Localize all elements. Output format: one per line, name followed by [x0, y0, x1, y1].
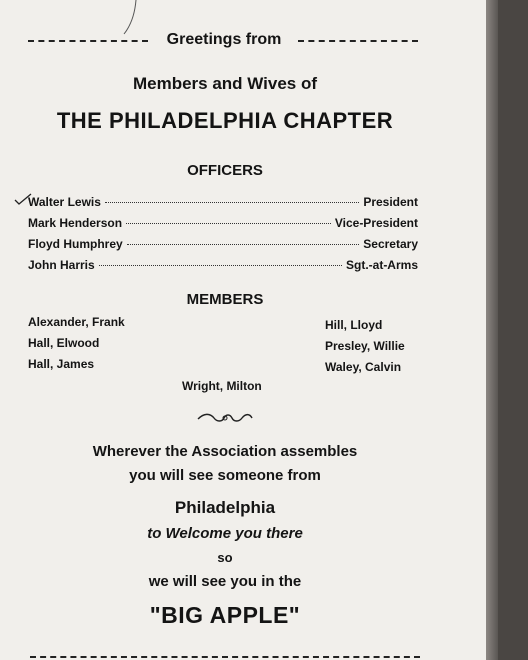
- officer-row: [28, 237, 418, 255]
- officer-row: [28, 258, 418, 276]
- officer-role: President: [363, 195, 418, 209]
- big-apple-title: "BIG APPLE": [149, 602, 301, 628]
- member-name: Wright, Milton: [182, 379, 262, 393]
- member-name: Hall, Elwood: [28, 336, 100, 350]
- chapter-title: THE PHILADELPHIA CHAPTER: [56, 108, 394, 133]
- officers-heading: OFFICERS: [187, 162, 263, 179]
- dot-leader: [105, 202, 359, 203]
- officer-name: John Harris: [28, 258, 95, 272]
- ornament-divider-icon: [196, 410, 254, 426]
- officer-role: Vice-President: [334, 216, 418, 230]
- member-name: Presley, Willie: [325, 339, 405, 353]
- officer-row: [28, 216, 418, 234]
- subtitle: Members and Wives of: [132, 74, 318, 93]
- dot-leader: [127, 244, 360, 245]
- closing-line-5: so: [217, 550, 233, 565]
- officer-row: [28, 195, 418, 213]
- dot-leader: [126, 223, 331, 224]
- officer-name: Mark Henderson: [28, 216, 123, 230]
- right-dash-rule: [298, 40, 418, 42]
- closing-line-1: Wherever the Association assembles: [92, 443, 358, 460]
- officer-role: Secretary: [363, 237, 418, 251]
- dot-leader: [99, 265, 342, 266]
- greeting-text: Greetings from: [166, 31, 282, 48]
- officer-name: Floyd Humphrey: [28, 237, 123, 251]
- greeting-row: [28, 29, 418, 51]
- member-name: Hall, James: [28, 357, 95, 371]
- bottom-dash-rule: [30, 656, 420, 658]
- closing-line-2: you will see someone from: [129, 467, 321, 484]
- member-name: Waley, Calvin: [325, 360, 402, 374]
- closing-city: Philadelphia: [174, 498, 276, 517]
- page-edge-shadow: [486, 0, 498, 660]
- officer-name: Walter Lewis: [28, 195, 101, 209]
- member-name: Hill, Lloyd: [325, 318, 383, 332]
- officer-role: Sgt.-at-Arms: [345, 258, 418, 272]
- left-dash-rule: [28, 40, 148, 42]
- closing-line-6: we will see you in the: [148, 573, 302, 590]
- member-name: Alexander, Frank: [28, 315, 125, 329]
- closing-line-4: to Welcome you there: [147, 525, 303, 542]
- members-heading: MEMBERS: [186, 291, 264, 308]
